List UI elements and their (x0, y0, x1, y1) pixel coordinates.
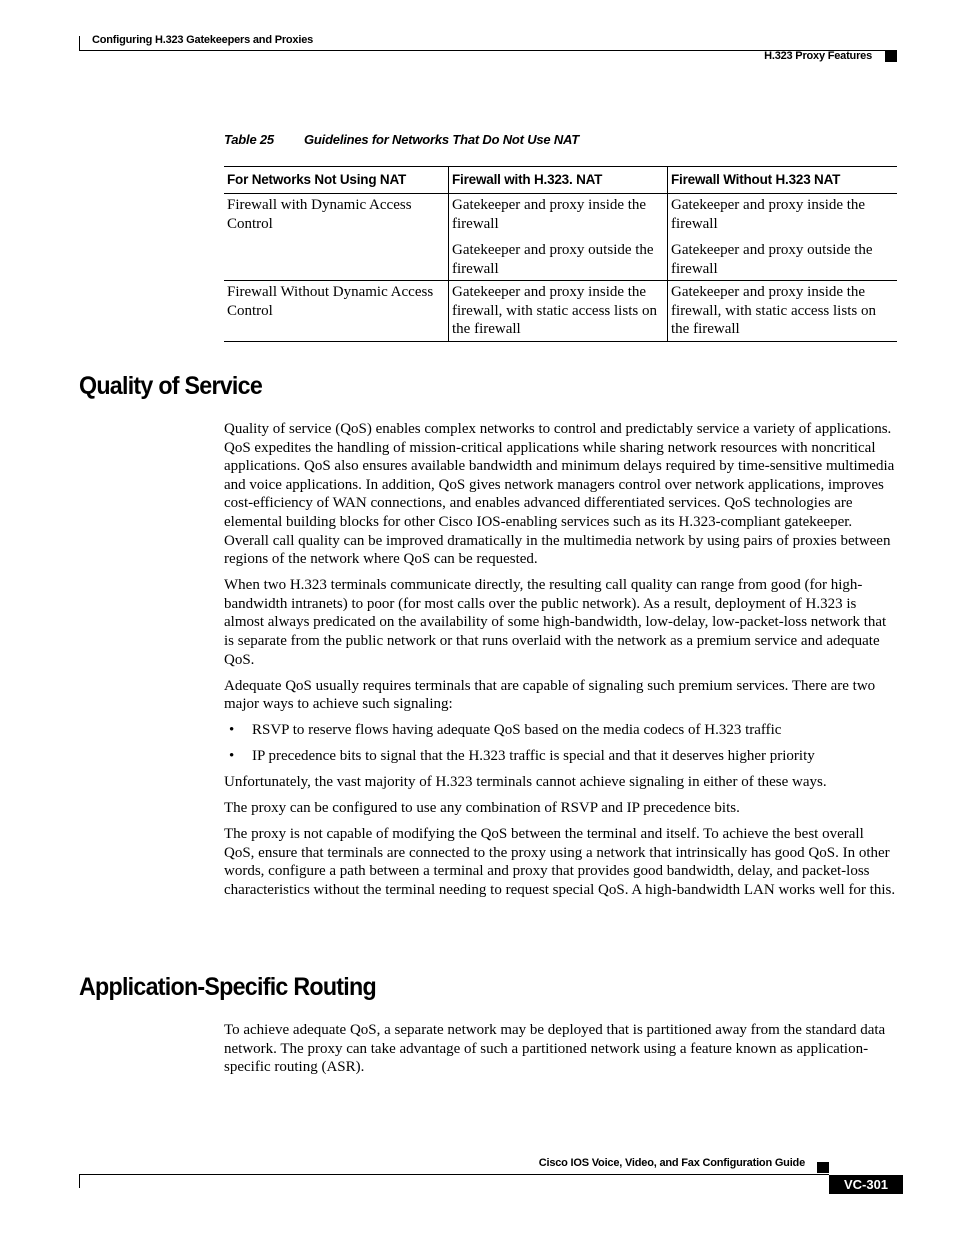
cell-paragraph: Gatekeeper and proxy outside the firewall (452, 242, 654, 277)
table-row (224, 194, 897, 281)
column-header: Firewall Without H.323 NAT (668, 167, 898, 194)
signaling-list (224, 721, 897, 766)
paragraph: When two H.323 terminals communicate directly, the resulting call quality can range from good (for high-bandwidth intranets) to poor (for most calls over the public network). As a result, deployment of H.323 is almost always predicated on the availability of some high-bandwidth, low-delay, low-packet-loss network that is separate from the public network or that runs overlaid with the network as a premium service and adequate QoS. (224, 577, 887, 668)
footer-book-title: Cisco IOS Voice, Video, and Fax Configuration Guide (538, 1157, 805, 1169)
bullet-icon: • (229, 722, 235, 739)
header-section-title: H.323 Proxy Features (764, 50, 872, 62)
table-cell: Firewall with Dynamic Access Control (224, 194, 449, 281)
cell-paragraph: Gatekeeper and proxy inside the firewall (452, 197, 647, 232)
header-chapter-title: Configuring H.323 Gatekeepers and Proxies (92, 34, 314, 46)
asr-body (224, 1021, 897, 1084)
table-cell (668, 281, 898, 342)
header-marker (885, 51, 897, 62)
table-number: Table 25 (224, 132, 274, 147)
header-left-rule (79, 36, 80, 51)
bullet-icon: • (229, 748, 235, 765)
table-row (224, 281, 897, 342)
list-item (224, 721, 897, 740)
list-item-text: IP precedence bits to signal that the H.323 traffic is special and that it deserves higher priority (252, 748, 815, 765)
footer-marker (817, 1162, 829, 1173)
asr-heading: Application-Specific Routing (79, 973, 376, 1001)
cell-paragraph: Gatekeeper and proxy inside the firewall, with static access lists on the firewall (452, 284, 657, 337)
table-header-row (224, 167, 897, 194)
table-caption (224, 132, 579, 147)
cell-paragraph: Gatekeeper and proxy inside the firewall (671, 197, 866, 232)
column-header: For Networks Not Using NAT (224, 167, 449, 194)
paragraph: To achieve adequate QoS, a separate network may be deployed that is partitioned away from the standard data network. The proxy can take advantage of such a partitioned network using a feature known as application-specific routing (ASR). (224, 1022, 886, 1076)
table-cell (449, 281, 668, 342)
list-item-text: RSVP to reserve flows having adequate QoS based on the media codecs of H.323 traffic (252, 722, 782, 739)
qos-body (224, 420, 897, 907)
paragraph: The proxy is not capable of modifying the QoS between the terminal and itself. To achieve the best overall QoS, ensure that terminals are connected to the proxy using a network that intrinsically has good QoS. In other words, configure a path between a terminal and proxy that provides good bandwidth, delay, and packet-loss characteristics without the terminal needing to request special QoS. A high-bandwidth LAN works well for this. (224, 826, 896, 898)
footer-left-rule (79, 1174, 80, 1188)
guidelines-table (224, 166, 897, 342)
paragraph: Unfortunately, the vast majority of H.323 terminals cannot achieve signaling in either of these ways. (224, 774, 827, 791)
column-header: Firewall with H.323. NAT (449, 167, 668, 194)
table-title: Guidelines for Networks That Do Not Use NAT (304, 132, 580, 147)
paragraph: The proxy can be configured to use any combination of RSVP and IP precedence bits. (224, 800, 740, 817)
qos-heading: Quality of Service (79, 372, 263, 400)
table-cell (449, 194, 668, 281)
table-cell (668, 194, 898, 281)
paragraph: Quality of service (QoS) enables complex networks to control and predictably service a variety of applications. QoS expedites the handling of mission-critical applications while sharing network resources with noncritical applications. QoS also ensures available bandwidth and minimum delays required by time-sensitive multimedia and voice applications. In addition, QoS gives network managers control over network applications, improves cost-efficiency of WAN connections, and enables advanced differentiated services. QoS technologies are elemental building blocks for other Cisco IOS-enabling services such as its H.323-compliant gatekeeper. Overall call quality can be improved dramatically in the multimedia network by using pairs of proxies between regions of the network where QoS can be requested. (224, 421, 895, 568)
cell-paragraph: Gatekeeper and proxy outside the firewall (671, 242, 873, 277)
list-item (224, 747, 897, 766)
cell-paragraph: Gatekeeper and proxy inside the firewall, with static access lists on the firewall (671, 284, 876, 337)
table-cell: Firewall Without Dynamic Access Control (224, 281, 449, 342)
paragraph: Adequate QoS usually requires terminals that are capable of signaling such premium services. There are two major ways to achieve such signaling: (224, 677, 876, 713)
footer-rule (79, 1174, 829, 1175)
page-number: VC-301 (829, 1175, 903, 1194)
